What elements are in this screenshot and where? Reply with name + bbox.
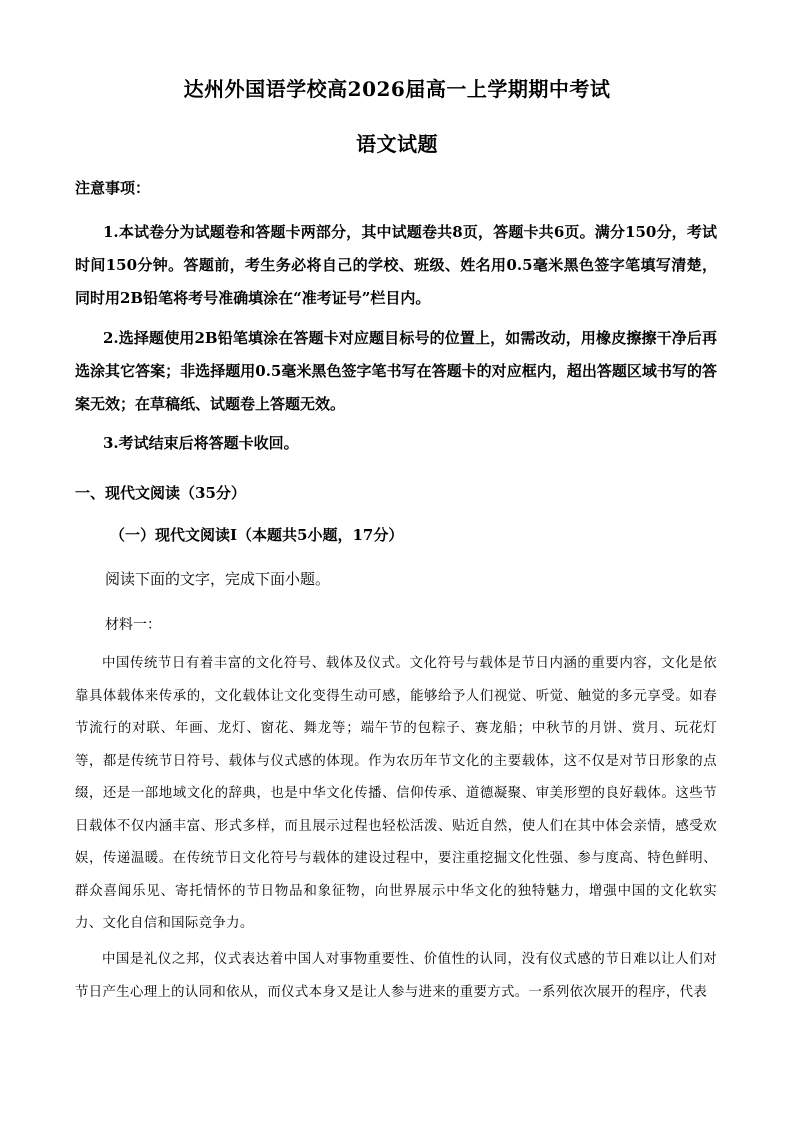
notice-item-3: 3.考试结束后将答题卡收回。 [103, 434, 299, 452]
material-paragraph: 中国是礼仪之邦，仪式表达着中国人对事物重要性、价值性的认同，没有仪式感的节日难以让人们对节日产生心理上的认同和依从，而仪式本身又是让人参与进来的重要方式。一系列依次展开的程序，代表 [75, 952, 717, 1000]
subsection-heading: （一）现代文阅读Ⅰ（本题共5小题，17分） [110, 526, 404, 544]
section-heading: 一、现代文阅读（35分） [75, 484, 246, 502]
material-paragraph: 中国传统节日有着丰富的文化符号、载体及仪式。文化符号与载体是节日内涵的重要内容，文化是依靠具体载体来传承的，文化载体让文化变得生动可感，能够给予人们视觉、听觉、触觉的多元享受。如春节流行的对联、年画、龙灯、窗花、舞龙等；端午节的包粽子、赛龙船；中秋节的月饼、赏月、玩花灯等，都是传统节日符号、载体与仪式感的体现。作为农历年节文化的主要载体，这不仅是对节日形象的点缀，还是一部地域文化的辞典，也是中华文化传播、信仰传承、道德凝聚、审美形塑的良好载体。这些节日载体不仅内涵丰富、形式多样，而且展示过程也轻松活泼、贴近自然，使人们在其中体会亲情，感受欢娱，传递温暖。在传统节日文化符号与载体的建设过程中，要注重挖掘文化性强、参与度高、特色鲜明、群众喜闻乐见、寄托情怀的节日物品和象征物，向世界展示中华文化的独特魅力，增强中国的文化软实力、文化自信和国际竞争力。 [75, 656, 717, 931]
material-label: 材料一： [105, 617, 161, 633]
exam-title: 达州外国语学校高2026届高一上学期期中考试 [183, 77, 611, 101]
notice-item-1: 1.本试卷分为试题卷和答题卡两部分，其中试题卷共8页，答题卡共6页。满分150分，考试时间150分钟。答题前，考生务必将自己的学校、班级、姓名用0.5毫米黑色签字笔填写清楚，同时用2B铅笔将考号准确填涂在“准考证号”栏目内。 [75, 223, 717, 307]
notice-item-2: 2.选择题使用2B铅笔填涂在答题卡对应题目标号的位置上，如需改动，用橡皮擦擦干净后再选涂其它答案；非选择题用0.5毫米黑色签字笔书写在答题卡的对应框内，超出答题区域书写的答案无效；在草稿纸、试题卷上答题无效。 [75, 329, 717, 413]
exam-subtitle: 语文试题 [356, 132, 438, 156]
notice-heading: 注意事项： [75, 179, 151, 197]
reading-instruction: 阅读下面的文字，完成下面小题。 [105, 570, 331, 588]
